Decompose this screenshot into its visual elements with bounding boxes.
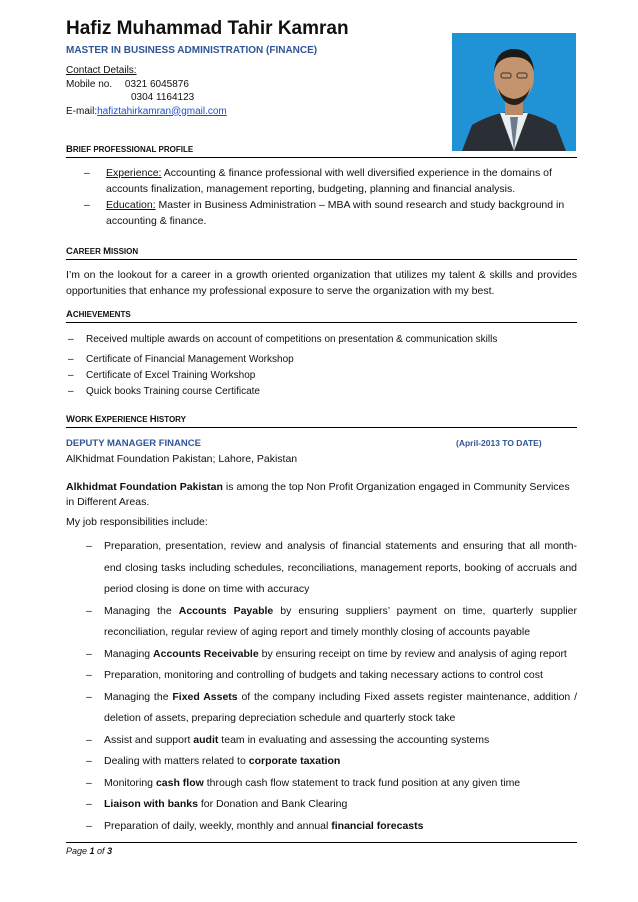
list-item: – Preparation of daily, weekly, monthly and annual financial forecasts — [86, 819, 424, 832]
achievements-heading: ACHIEVEMENTS — [66, 309, 577, 323]
job-title: DEPUTY MANAGER FINANCE — [66, 438, 201, 449]
email-link[interactable]: hafiztahirkamran@gmail.com — [97, 105, 227, 117]
list-item: – Education: Master in Business Administration – MBA with sound research and study background in accounting & finance. — [84, 199, 565, 227]
page-number: Page 1 of 3 — [66, 846, 113, 856]
list-item: – Certificate of Financial Management Workshop — [68, 354, 294, 365]
mobile-number-2: 0304 1164123 — [131, 92, 195, 103]
list-item: – Liaison with banks for Donation and Bank Clearing — [86, 798, 348, 810]
profile-heading: BRIEF PROFESSIONAL PROFILE — [66, 144, 577, 158]
achievements-list — [66, 332, 577, 400]
job-date: (April-2013 TO DATE) — [456, 438, 542, 448]
email-row — [66, 105, 227, 119]
list-item: – Dealing with matters related to corporate taxation — [86, 755, 341, 767]
profile-photo — [452, 33, 576, 151]
contact-block — [66, 64, 227, 118]
list-item: – Received multiple awards on account of competitions on presentation & communication skills — [68, 334, 498, 345]
responsibilities-list — [66, 536, 577, 837]
contact-label: Contact Details: — [66, 65, 137, 76]
list-item: – Quick books Training course Certificate — [68, 386, 260, 397]
list-item: – Managing the Accounts Payable by ensuring suppliers’ payment on time, quarterly supplier reconciliation, regular review of aging report and timely monthly closing of accounts payable — [86, 604, 577, 638]
mobile-number-1: 0321 6045876 — [124, 78, 189, 90]
profile-list — [66, 165, 577, 229]
email-label: E-mail: — [66, 105, 98, 117]
list-item: – Certificate of Excel Training Workshop — [68, 370, 256, 381]
mission-heading: CAREER MISSION — [66, 246, 577, 260]
list-item: – Preparation, monitoring and controlling of budgets and taking necessary actions to control cost — [86, 669, 543, 681]
mobile-row — [66, 78, 227, 92]
candidate-name: Hafiz Muhammad Tahir Kamran — [66, 18, 349, 39]
list-item: – Preparation, presentation, review and analysis of financial statements and ensuring that all month-end closing tasks including schedules, reconciliations, management reports, booking of accruals and period closing is done on time with accuracy — [86, 540, 577, 595]
list-item: – Experience: Accounting & finance professional with well diversified experience in the domains of accounts finalization, management reporting, budgeting, planning and financial analysis. — [84, 167, 552, 195]
mission-text: I’m on the lookout for a career in a growth oriented organization that utilizes my talent & skills and provides opportunities that enhance my professional exposure to serve the organization with my best. — [66, 269, 577, 297]
list-item: – Managing the Fixed Assets of the company including Fixed assets register maintenance, addition / deletion of assets, preparing depreciation schedule and quarterly stock take — [86, 690, 577, 724]
employer: AlKhidmat Foundation Pakistan; Lahore, Pakistan — [66, 453, 298, 465]
footer-divider — [66, 842, 577, 843]
degree-title: MASTER IN BUSINESS ADMINISTRATION (FINANCE) — [66, 45, 318, 56]
org-description: Alkhidmat Foundation Pakistan is among the top Non Profit Organization engaged in Community Services in Different Areas. — [66, 481, 570, 508]
responsibilities-intro: My job responsibilities include: — [66, 516, 208, 528]
list-item: – Assist and support audit team in evaluating and assessing the accounting systems — [86, 733, 490, 746]
work-heading: WORK EXPERIENCE HISTORY — [66, 414, 577, 428]
list-item: – Monitoring cash flow through cash flow statement to track fund position at any given time — [86, 776, 521, 789]
mobile-label: Mobile no. — [66, 78, 113, 90]
list-item: – Managing Accounts Receivable by ensuring receipt on time by review and analysis of aging report — [86, 647, 567, 660]
